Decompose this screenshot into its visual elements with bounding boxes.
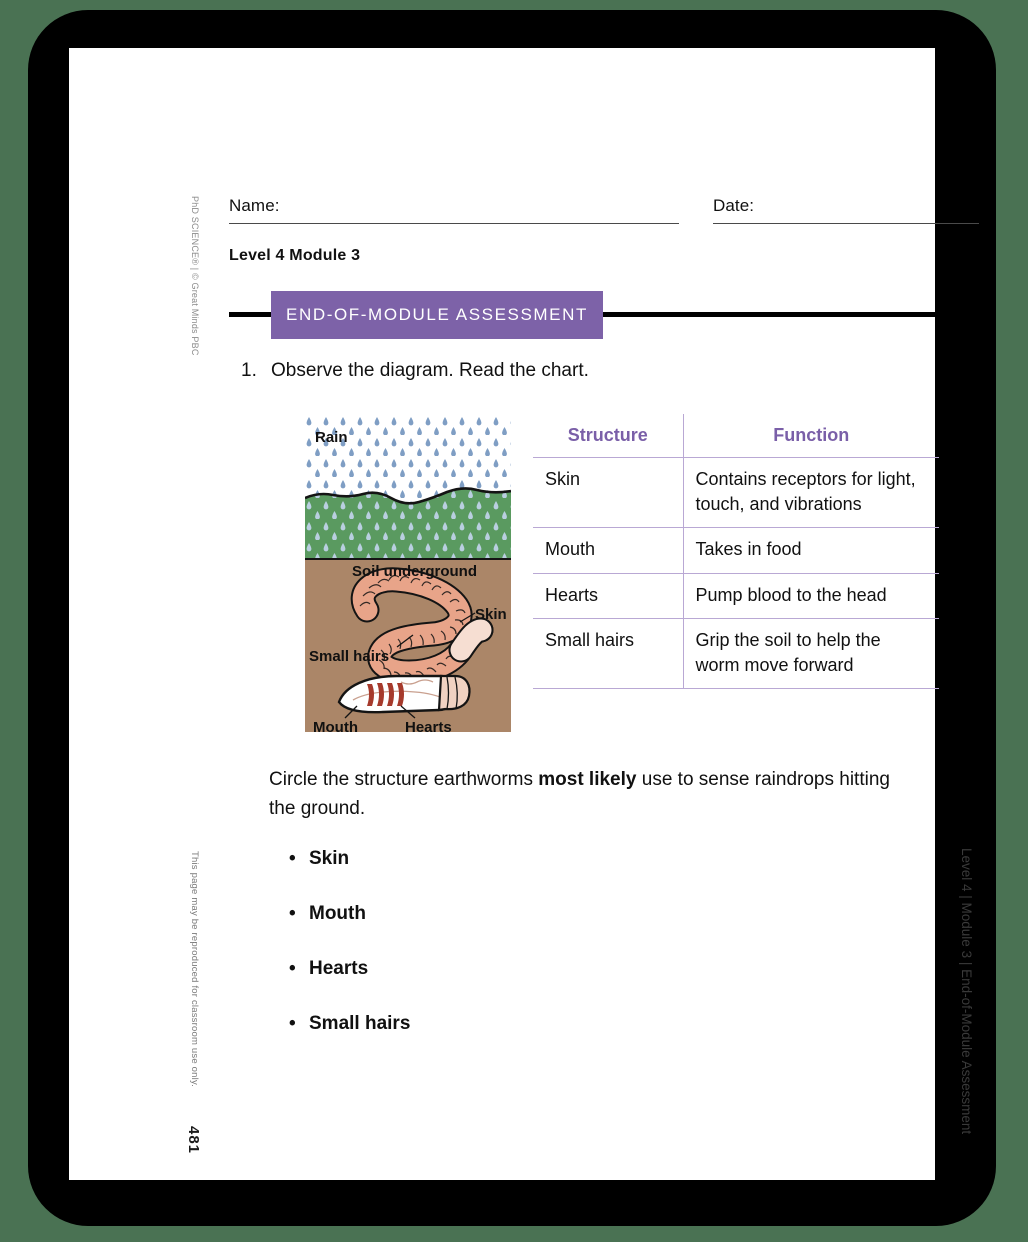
- cell-structure: Skin: [533, 458, 683, 528]
- page-number: 481: [185, 1126, 202, 1155]
- assessment-banner: [229, 291, 939, 339]
- circle-prompt: [269, 766, 919, 824]
- answer-choice-mouth[interactable]: [285, 903, 685, 925]
- question-1-number: 1.: [241, 360, 257, 381]
- banner-chip: [271, 291, 603, 339]
- diagram-and-chart-block: [305, 414, 939, 732]
- diagram-label-hearts: Hearts: [405, 719, 452, 732]
- date-field[interactable]: [713, 196, 979, 224]
- prompt-emphasis: most likely: [538, 769, 637, 790]
- banner-label: END-OF-MODULE ASSESSMENT: [286, 305, 588, 324]
- table-row: [533, 458, 939, 528]
- cell-structure: Hearts: [533, 573, 683, 618]
- cell-function: Pump blood to the head: [695, 584, 887, 605]
- diagram-label-rain: Rain: [315, 429, 348, 446]
- answer-choice-skin[interactable]: [285, 848, 685, 870]
- answer-choice-label: Skin: [309, 848, 350, 869]
- answer-choices: [285, 848, 685, 1068]
- cell-structure: Small hairs: [533, 619, 683, 689]
- diagram-label-mouth: Mouth: [313, 719, 358, 732]
- cell-function: Grip the soil to help the worm move forward: [695, 630, 881, 675]
- table-row: [533, 528, 939, 573]
- date-label: Date:: [713, 196, 755, 215]
- name-write-line[interactable]: [229, 223, 679, 224]
- column-header-structure: Structure: [533, 414, 683, 458]
- footer-breadcrumb: Level 4 | Module 3 | End-of-Module Assessment: [959, 848, 974, 1135]
- name-date-row: [229, 196, 939, 224]
- prompt-part-1: Circle the structure earthworms: [269, 769, 539, 790]
- question-1: [241, 360, 941, 382]
- diagram-label-small-hairs: Small hairs: [309, 648, 390, 665]
- cell-function: Takes in food: [695, 539, 802, 560]
- diagram-label-skin: Skin: [475, 606, 507, 623]
- name-label: Name:: [229, 196, 280, 215]
- answer-choice-label: Mouth: [309, 903, 366, 924]
- answer-choice-label: Hearts: [309, 958, 369, 979]
- table-row: [533, 573, 939, 618]
- copyright-sidenote: PhD SCIENCE® | © Great Minds PBC: [190, 196, 200, 356]
- date-write-line[interactable]: [713, 223, 979, 224]
- bullet-icon: •: [289, 903, 296, 924]
- column-header-function: Function: [773, 425, 850, 445]
- cell-function: Contains receptors for light, touch, and vibrations: [695, 469, 916, 514]
- bullet-icon: •: [289, 1013, 296, 1034]
- answer-choice-hearts[interactable]: [285, 958, 685, 980]
- name-field[interactable]: [229, 196, 679, 224]
- worksheet-page: [69, 48, 974, 1180]
- prompt-part-2: use to sense raindrops hitting the ground.: [269, 769, 890, 819]
- reproduction-note: This page may be reproduced for classroom use only.: [189, 851, 200, 1088]
- bullet-icon: •: [289, 848, 296, 869]
- answer-choice-label: Small hairs: [309, 1013, 411, 1034]
- bullet-icon: •: [289, 958, 296, 979]
- structure-function-table: [533, 414, 939, 689]
- question-1-instruction: Observe the diagram. Read the chart.: [271, 360, 589, 381]
- cell-structure: Mouth: [533, 528, 683, 573]
- diagram-label-soil: Soil underground: [352, 563, 477, 580]
- earthworm-diagram: [305, 414, 511, 732]
- table-row: [533, 619, 939, 689]
- table-header-row: [533, 414, 939, 458]
- level-module-line: Level 4 Module 3: [229, 247, 361, 264]
- answer-choice-small-hairs[interactable]: [285, 1013, 685, 1035]
